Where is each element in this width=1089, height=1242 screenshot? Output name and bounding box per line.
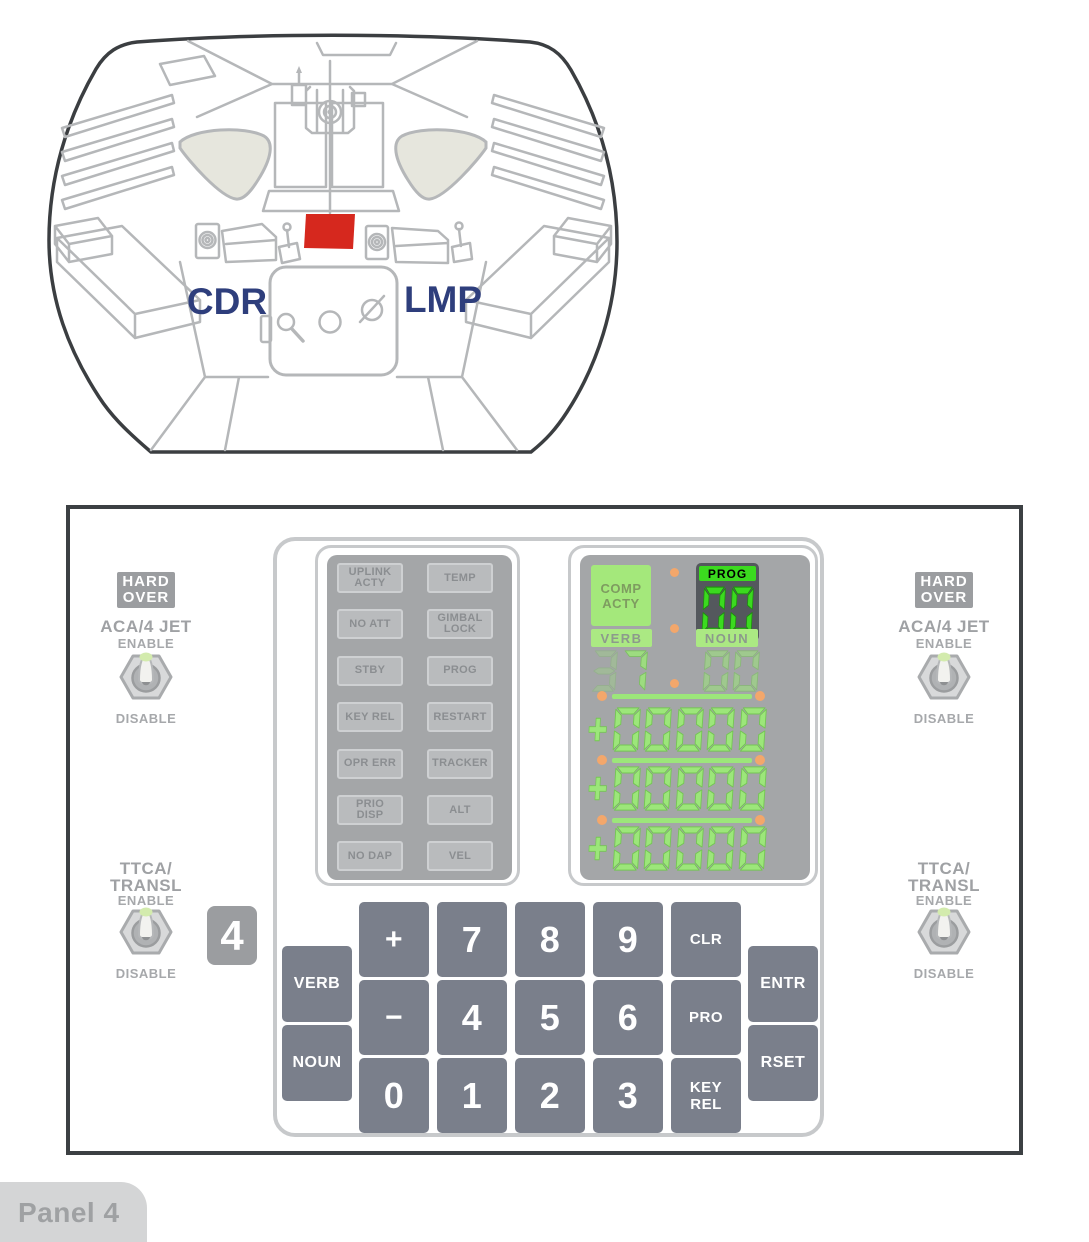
seg-digit [702, 649, 730, 698]
clr-key[interactable]: CLR [671, 902, 741, 977]
enable-label: ENABLE [117, 893, 175, 908]
register-separator [612, 818, 752, 823]
key-0[interactable]: 0 [359, 1058, 429, 1133]
entr-key[interactable]: ENTR [748, 946, 818, 1022]
aca-jet-toggle-left[interactable] [119, 650, 173, 704]
ttca-title-2: TRANSL [110, 876, 182, 895]
seg-digit [620, 649, 648, 698]
seg-plus-sign [586, 706, 609, 758]
seg-digit [675, 765, 704, 817]
lmp-label: LMP [403, 279, 483, 320]
register-2-display [586, 765, 767, 817]
verb-key[interactable]: VERB [282, 946, 352, 1022]
verb-label: VERB [591, 629, 652, 647]
key-7[interactable]: 7 [437, 902, 507, 977]
noun-label: NOUN [696, 629, 758, 647]
key-2[interactable]: 2 [515, 1058, 585, 1133]
noun-key[interactable]: NOUN [282, 1025, 352, 1101]
seg-digit [706, 706, 735, 758]
seg-digit [675, 825, 704, 877]
aca-jet-title: ACA/4 JET [100, 617, 192, 636]
seg-plus-sign [586, 825, 609, 877]
warning-light-prio-disp: PRIO DISP [337, 795, 403, 825]
figure-caption: Panel 4 [0, 1182, 147, 1242]
screw-dot [670, 568, 679, 577]
pro-key[interactable]: PRO [671, 980, 741, 1055]
seg-digit [612, 825, 641, 877]
warning-light-alt: ALT [427, 795, 493, 825]
key-rel-key[interactable]: KEY REL [671, 1058, 741, 1133]
seg-digit [732, 649, 760, 698]
key-9[interactable]: 9 [593, 902, 663, 977]
dsky-unit [273, 537, 824, 1137]
separator-dot [755, 755, 765, 765]
seg-digit [643, 765, 672, 817]
warning-lights-grid [327, 555, 512, 880]
disable-label: DISABLE [913, 711, 975, 726]
separator-dot [755, 691, 765, 701]
seg-digit [738, 765, 767, 817]
aca-jet-title: ACA/4 JET [898, 617, 990, 636]
seg-digit [738, 825, 767, 877]
display-area [580, 555, 810, 880]
warning-light-tracker: TRACKER [427, 749, 493, 779]
cockpit-location-diagram [0, 0, 660, 470]
key-3[interactable]: 3 [593, 1058, 663, 1133]
seg-digit [643, 825, 672, 877]
seg-digit [643, 706, 672, 758]
separator-dot [755, 815, 765, 825]
noun-value-display [702, 649, 760, 698]
seg-digit [675, 706, 704, 758]
hard-over-badge: HARD OVER [86, 572, 206, 608]
comp-acty-light: COMP ACTY [591, 565, 651, 626]
enable-label: ENABLE [117, 636, 175, 651]
minus-key[interactable]: − [359, 980, 429, 1055]
rset-key[interactable]: RSET [748, 1025, 818, 1101]
ttca-title-2: TRANSL [908, 876, 980, 895]
warning-light-gimbal-lock: GIMBAL LOCK [427, 609, 493, 639]
ttca-title-1: TTCA/ [119, 859, 173, 878]
screw-dot [670, 679, 679, 688]
panel4-highlight [304, 214, 355, 249]
warning-light-opr-err: OPR ERR [337, 749, 403, 779]
warning-light-prog: PROG [427, 656, 493, 686]
key-8[interactable]: 8 [515, 902, 585, 977]
seg-digit [612, 765, 641, 817]
separator-dot [597, 691, 607, 701]
register-1-display [586, 706, 767, 758]
seg-plus-sign [586, 765, 609, 817]
warning-light-restart: RESTART [427, 702, 493, 732]
seg-digit [706, 825, 735, 877]
warning-light-no-att: NO ATT [337, 609, 403, 639]
disable-label: DISABLE [913, 966, 975, 981]
separator-dot [597, 815, 607, 825]
key-6[interactable]: 6 [593, 980, 663, 1055]
warning-light-key-rel: KEY REL [337, 702, 403, 732]
disable-label: DISABLE [115, 966, 177, 981]
key-4[interactable]: 4 [437, 980, 507, 1055]
warning-light-vel: VEL [427, 841, 493, 871]
ttca-toggle-left[interactable] [119, 905, 173, 959]
register-3-display [586, 825, 767, 877]
warning-lights-panel [315, 545, 520, 886]
enable-label: ENABLE [915, 893, 973, 908]
seg-digit [706, 765, 735, 817]
warning-light-uplink-acty: UPLINK ACTY [337, 563, 403, 593]
plus-key[interactable]: + [359, 902, 429, 977]
screw-dot [670, 624, 679, 633]
ttca-title-1: TTCA/ [917, 859, 971, 878]
hard-over-badge: HARD OVER [884, 572, 1004, 608]
prog-label: PROG [699, 566, 756, 581]
display-panel [568, 545, 818, 886]
ttca-toggle-right[interactable] [917, 905, 971, 959]
enable-label: ENABLE [915, 636, 973, 651]
seg-digit [738, 706, 767, 758]
disable-label: DISABLE [115, 711, 177, 726]
register-separator [612, 758, 752, 763]
warning-light-no-dap: NO DAP [337, 841, 403, 871]
key-5[interactable]: 5 [515, 980, 585, 1055]
seg-digit [612, 706, 641, 758]
warning-light-temp: TEMP [427, 563, 493, 593]
separator-dot [597, 755, 607, 765]
warning-light-stby: STBY [337, 656, 403, 686]
register-separator [612, 694, 752, 699]
key-1[interactable]: 1 [437, 1058, 507, 1133]
panel-4 [66, 505, 1023, 1155]
panel-number-badge: 4 [207, 906, 257, 965]
cdr-label: CDR [186, 281, 268, 322]
aca-jet-toggle-right[interactable] [917, 650, 971, 704]
